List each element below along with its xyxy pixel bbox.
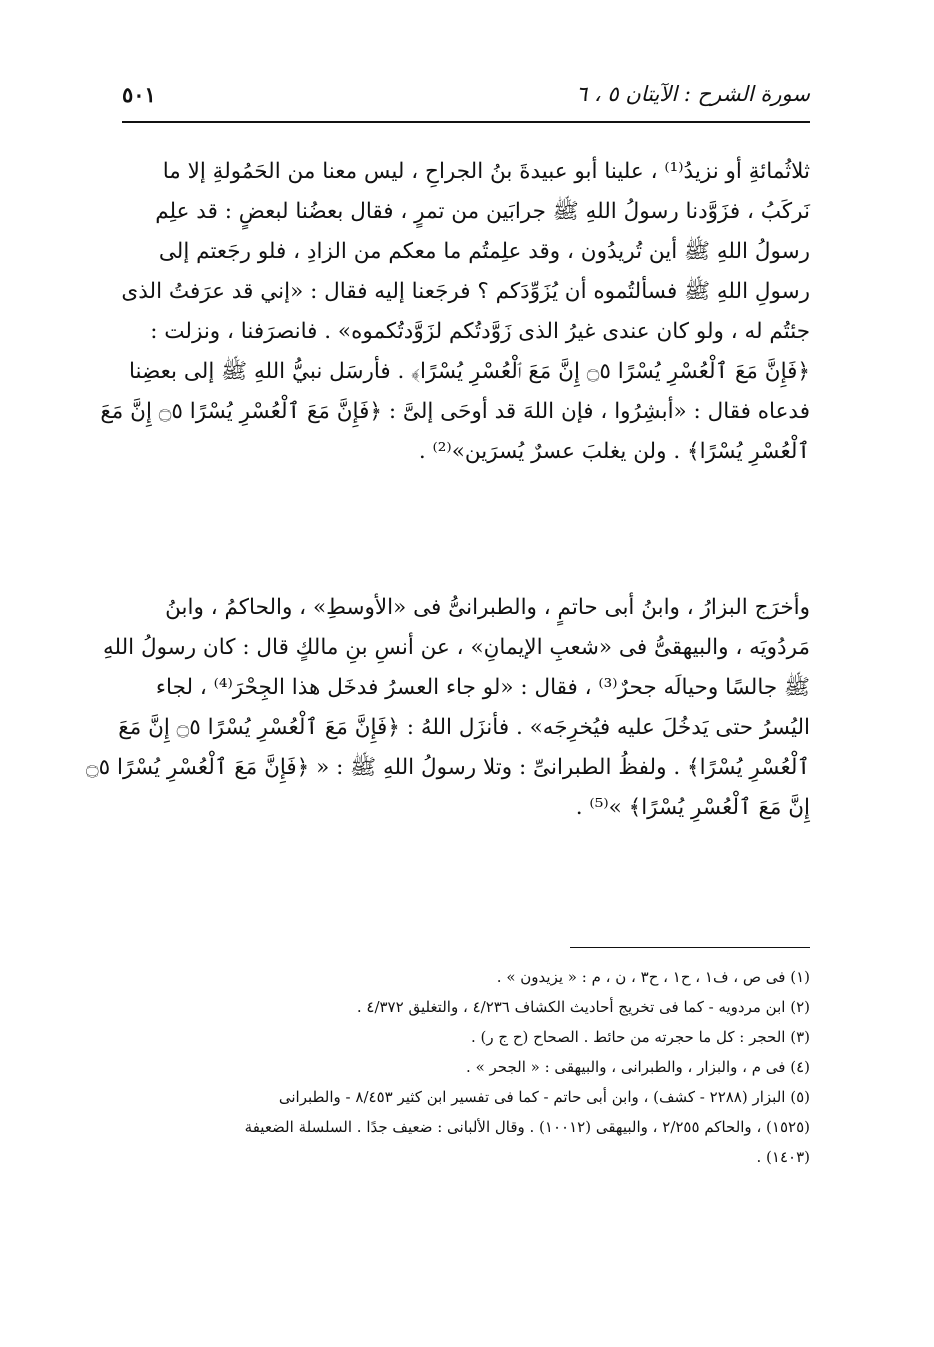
footnote-divider <box>570 947 810 948</box>
footnotes <box>126 962 810 1172</box>
footnote-1: (١) فى ص ، ف١ ، ح١ ، ح٣ ، ن ، م : « يزيدون » . <box>496 968 810 986</box>
header-divider <box>122 121 810 123</box>
page-number: ٥٠١ <box>122 82 156 107</box>
body-paragraph-2 <box>86 588 810 828</box>
text-line: رسولِ اللهِ ﷺ فسألتُموه أن يُزَوِّدَكم ؟ فرجَعنا إليه فقال : «إني قد عرَفتُ الذى <box>121 279 810 304</box>
text-line: ثلاثُمائةِ أو نزيدُ⁽¹⁾ ، علينا أبو عبيدةَ بنُ الجراحِ ، ليس معنا من الحَمُولةِ إلا ما <box>162 159 810 184</box>
text-line: ٱلْعُسْرِ يُسْرًا﴾ . ولن يغلبَ عسرٌ يُسرَين»⁽²⁾ . <box>418 439 810 464</box>
footnote-4: (٤) فى م ، والبزار ، والطبرانى ، والبيهقى : « الجحر » . <box>466 1058 810 1076</box>
text-line: ٱلْعُسْرِ يُسْرًا﴾ . ولفظُ الطبرانىِّ : وتلا رسولُ اللهِ ﷺ : « ﴿فَإِنَّ مَعَ ٱلْعُسْرِ يُسْرًا ۝٥ <box>86 755 810 780</box>
body-paragraph-1 <box>100 152 810 472</box>
footnote-2: (٢) ابن مردويه - كما فى تخريج أحاديث الكشاف ٤/٢٣٦ ، والتغليق ٤/٣٧٢ . <box>356 998 810 1016</box>
text-line: جئتُم له ، ولو كان عندى غيرُ الذى زَوَّدتُكم لزَوَّدتُكموه» . فانصرَفنا ، ونزلت : <box>150 319 810 344</box>
text-line: نَركَبُ ، فزَوَّدنا رسولُ اللهِ ﷺ جرابَين من تمرٍ ، فقال بعضُنا لبعضٍ : قد علِم <box>155 199 810 224</box>
footnote-5: (٥) البزار (٢٢٨٨ - كشف) ، وابن أبى حاتم - كما فى تفسير ابن كثير ٨/٤٥٣ - والطبرانى <box>278 1088 810 1106</box>
text-line: ﷺ جالسًا وحيالَه جحرٌ⁽³⁾ ، فقال : «لو جاء العسرُ فدخَل هذا الجِحْرَ⁽⁴⁾ ، لجاء <box>155 675 810 700</box>
footnote-3: (٣) الحجر : كل ما حجرته من حائط . الصحاح (ح ج ر) . <box>471 1028 810 1046</box>
text-line: مَردُويَه ، والبيهقىُّ فى «شعبِ الإيمانِ» ، عن أنسِ بنِ مالكٍ قال : كان رسولُ اللهِ <box>102 635 810 660</box>
text-line: وأخرَج البزارُ ، وابنُ أبى حاتمٍ ، والطبرانىُّ فى «الأوسطِ» ، والحاكمُ ، وابنُ <box>165 595 810 620</box>
text-line: إِنَّ مَعَ ٱلْعُسْرِ يُسْرًا﴾ »⁽⁵⁾ . <box>575 795 810 820</box>
footnote-5-continued: (١٥٢٥) ، والحاكم ٢/٢٥٥ ، والبيهقى (١٠٠١٢) . وقال الألبانى : ضعيف جدًا . السلسلة الضعيفة <box>244 1118 810 1136</box>
footnote-5-end: (١٤٠٣) . <box>756 1148 810 1166</box>
text-line: فدعاه فقال : «أبشِرُوا ، فإن اللهَ قد أوحَى إلىَّ : ﴿فَإِنَّ مَعَ ٱلْعُسْرِ يُسْرًا ۝٥ إِنَّ مَعَ <box>100 399 810 424</box>
text-line: اليُسرُ حتى يَدخُلَ عليه فيُخرِجَه» . فأنزَل اللهُ : ﴿فَإِنَّ مَعَ ٱلْعُسْرِ يُسْرًا ۝٥ إِنَّ مَعَ <box>118 715 810 740</box>
text-line: ﴿فَإِنَّ مَعَ ٱلْعُسْرِ يُسْرًا ۝٥ إِنَّ مَعَ ٱلْعُسْرِ يُسْرًا﴾ . فأرسَل نبيُّ اللهِ ﷺ إلى بعضِنا <box>128 359 810 384</box>
text-line: رسولُ اللهِ ﷺ أين تُريدُون ، وقد علِمتُم ما معكم من الزادِ ، فلو رجَعتم إلى <box>158 239 810 264</box>
surah-heading: سورة الشرح : الآيتان ٥ ، ٦ <box>576 82 810 106</box>
running-header <box>122 78 810 120</box>
